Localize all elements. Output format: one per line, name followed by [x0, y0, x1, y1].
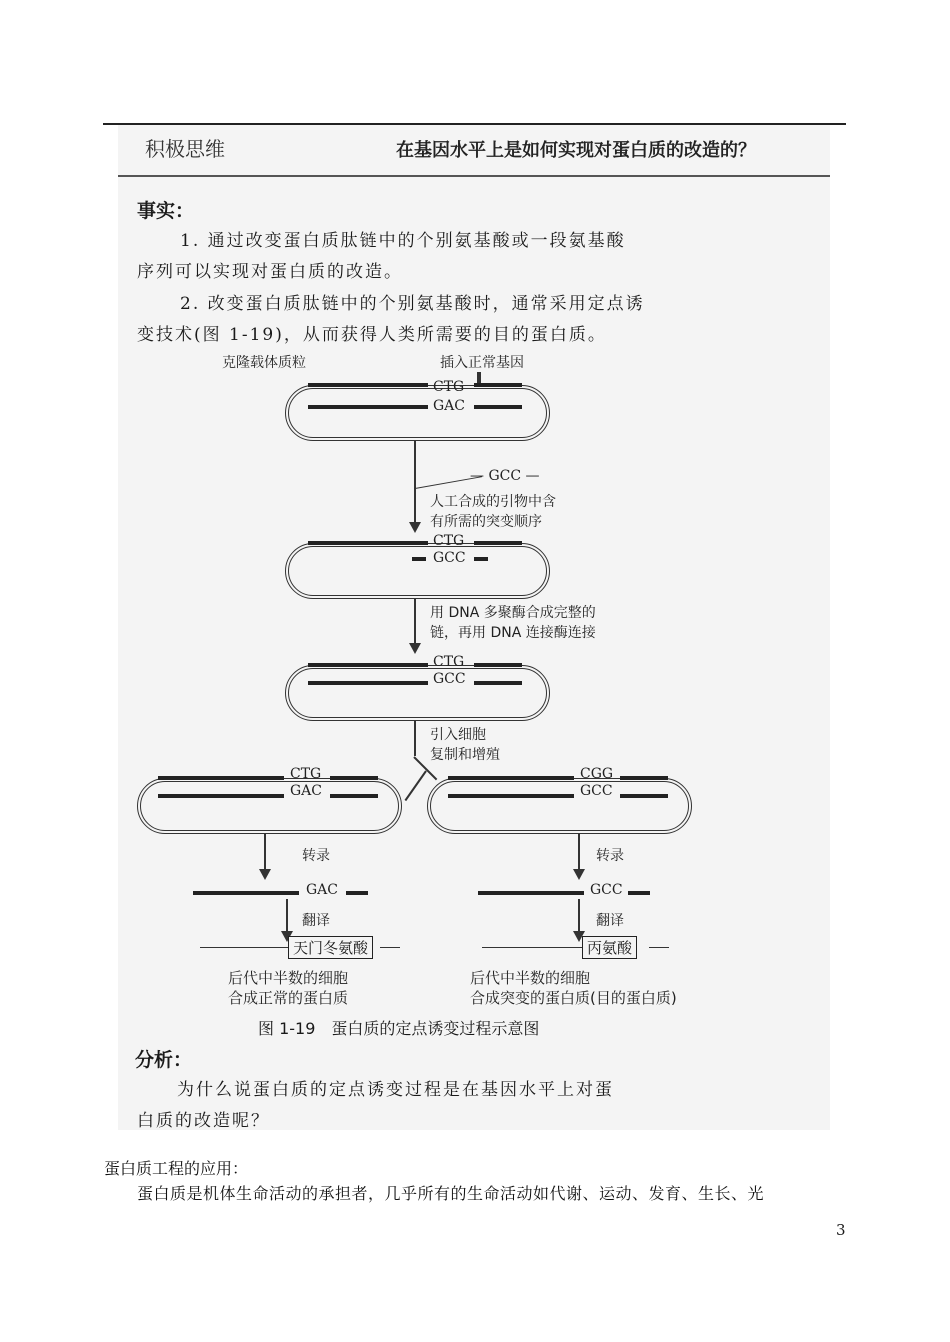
base-gac-4: GAC: [290, 783, 323, 799]
analysis-title: 分析：: [135, 1049, 193, 1071]
facts-p1-line1: 1. 通过改变蛋白质肽链中的个别氨基酸或一段氨基酸: [180, 231, 626, 251]
plasmid-1: [285, 385, 550, 441]
facts-p2-line1: 2. 改变蛋白质肽链中的个别氨基酸时，通常采用定点诱: [180, 294, 645, 314]
base-ctg-4: CTG: [290, 766, 322, 782]
base-ctg-3: CTG: [433, 654, 465, 670]
page-number: 3: [836, 1221, 846, 1239]
arrow-5r-line: [578, 899, 580, 932]
base-gac-1: GAC: [433, 398, 466, 414]
result-right-line1: 后代中半数的细胞: [470, 969, 591, 987]
strand-4a-right: [330, 776, 378, 780]
chain-left-a: [200, 947, 288, 948]
primer-right-2: [474, 557, 488, 561]
arrow-4l-line: [264, 834, 266, 870]
arrow-1-head: [409, 522, 421, 533]
mrna-left-b: [346, 891, 368, 895]
strand-2a-right: [474, 541, 522, 545]
step1-line1: 人工合成的引物中含: [430, 494, 556, 510]
label-plasmid: 克隆载体质粒: [222, 355, 306, 371]
base-ctg-1: CTG: [433, 379, 465, 395]
result-right-line2: 合成突变的蛋白质(目的蛋白质): [470, 989, 677, 1007]
strand-4b-right: [330, 794, 378, 798]
chain-left-b: [380, 947, 400, 948]
body-line1: 蛋白质是机体生命活动的承担者，几乎所有的生命活动如代谢、运动、发育、生长、光: [137, 1184, 765, 1203]
strand-5b-left: [448, 794, 574, 798]
arrow-4r-line: [578, 834, 580, 870]
base-gcc-3: GCC: [433, 671, 466, 687]
strand-3a-left: [308, 663, 428, 667]
plasmid-3: [285, 665, 550, 721]
strand-3b-left: [308, 681, 428, 685]
header-left: 积极思维: [145, 137, 225, 161]
arrow-5l-line: [286, 899, 288, 932]
step3-line2: 复制和增殖: [430, 747, 500, 763]
step2-line2: 链，再用 DNA 连接酶连接: [430, 625, 596, 641]
transcribe-right: 转录: [596, 848, 624, 864]
mrna-left-a: [193, 891, 299, 895]
translate-left: 翻译: [302, 913, 330, 929]
result-left-line1: 后代中半数的细胞: [228, 969, 349, 987]
step3-line1: 引入细胞: [430, 727, 486, 743]
strand-1b-right: [474, 405, 522, 409]
base-gcc-5: GCC: [580, 783, 613, 799]
arrow-2-head: [409, 643, 421, 654]
mrna-gcc: GCC: [590, 882, 623, 898]
header-right: 在基因水平上是如何实现对蛋白质的改造的？: [396, 140, 756, 161]
translate-right: 翻译: [596, 913, 624, 929]
mrna-right-b: [628, 891, 650, 895]
plasmid-4-left: [137, 778, 402, 834]
section-heading: 蛋白质工程的应用：: [104, 1159, 249, 1178]
strand-1b-left: [308, 405, 428, 409]
transcribe-left: 转录: [302, 848, 330, 864]
strand-5a-left: [448, 776, 574, 780]
figure-caption: 图 1-19 蛋白质的定点诱变过程示意图: [258, 1019, 540, 1038]
strand-4b-left: [158, 794, 284, 798]
strand-3b-right: [474, 681, 522, 685]
mrna-gac: GAC: [306, 882, 339, 898]
analysis-line2: 白质的改造呢？: [137, 1111, 270, 1131]
facts-p2-line2: 变技术(图 1-19)，从而获得人类所需要的目的蛋白质。: [137, 325, 607, 345]
arrow-3-line: [414, 721, 416, 756]
base-gcc-2: GCC: [433, 550, 466, 566]
strand-5a-right: [620, 776, 668, 780]
mrna-right-a: [478, 891, 584, 895]
strand-1a-right: [474, 383, 522, 387]
result-left-line2: 合成正常的蛋白质: [228, 989, 349, 1007]
facts-p1-line2: 序列可以实现对蛋白质的改造。: [137, 262, 403, 282]
strand-4a-left: [158, 776, 284, 780]
strand-3a-right: [474, 663, 522, 667]
header-rule: [118, 175, 830, 177]
chain-right-b: [649, 947, 669, 948]
step2-line1: 用 DNA 多聚酶合成完整的: [430, 605, 596, 621]
arrow-4l-head: [259, 869, 271, 880]
strand-2a-left: [308, 541, 428, 545]
aa-box-right: 丙氨酸: [582, 936, 637, 959]
analysis-line1: 为什么说蛋白质的定点诱变过程是在基因水平上对蛋: [177, 1080, 614, 1100]
primer-left-2: [412, 557, 426, 561]
arrow-1-line: [414, 441, 416, 523]
arrow-2-line: [414, 599, 416, 644]
base-ctg-2: CTG: [433, 533, 465, 549]
chain-right-a: [482, 947, 582, 948]
facts-title: 事实：: [137, 200, 195, 222]
aa-box-left: 天门冬氨酸: [288, 936, 373, 959]
label-insert: 插入正常基因: [440, 355, 524, 371]
step1-line2: 有所需的突变顺序: [430, 514, 542, 530]
arrow-4r-head: [573, 869, 585, 880]
strand-5b-right: [620, 794, 668, 798]
plasmid-2: [285, 543, 550, 599]
strand-1a-left: [308, 383, 428, 387]
base-cgg-5: CGG: [580, 766, 614, 782]
primer-gcc: — GCC —: [470, 468, 540, 484]
plasmid-4-right: [427, 778, 692, 834]
